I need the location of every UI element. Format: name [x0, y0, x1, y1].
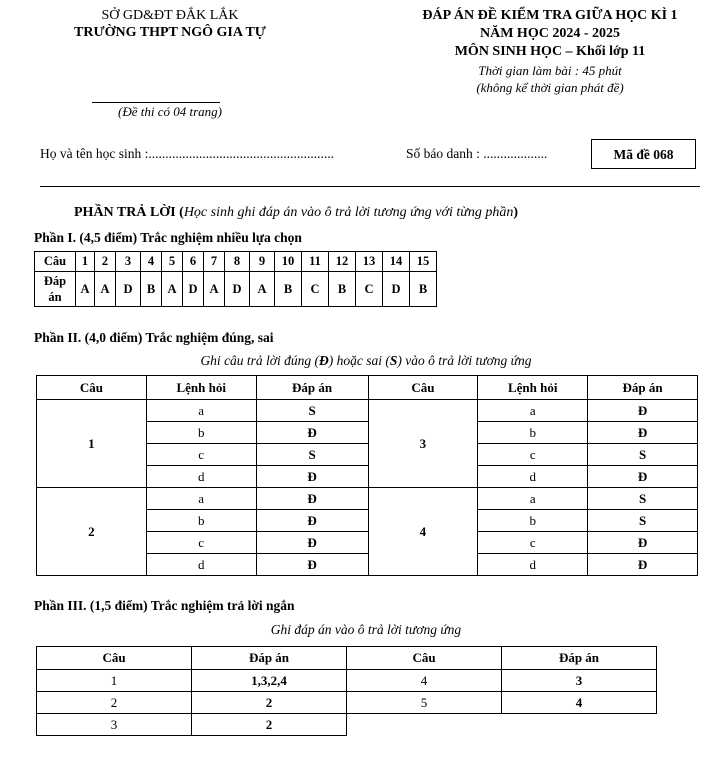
part2-column-header: Lệnh hỏi	[478, 376, 588, 400]
part2-statement-letter: c	[478, 532, 588, 554]
part3-question-number: 5	[347, 692, 502, 714]
part2-answer-cell: S	[588, 510, 698, 532]
part1-answer-cell: B	[141, 272, 162, 307]
part1-question-number: 12	[329, 252, 356, 272]
header-divider	[92, 102, 220, 103]
part2-answer-cell: Đ	[588, 466, 698, 488]
pages-note: (Đề thi có 04 trang)	[118, 104, 222, 119]
part2-answer-table	[36, 375, 698, 576]
part2-instruction	[34, 353, 698, 369]
part3-column-header: Câu	[37, 647, 192, 670]
part2-table-row	[37, 400, 698, 422]
part2-statement-letter: a	[478, 400, 588, 422]
part2-statement-letter: b	[146, 510, 256, 532]
part2-answer-cell: Đ	[588, 422, 698, 444]
part2-question-number: 2	[37, 488, 147, 576]
answer-label-line1: Đáp	[43, 274, 67, 288]
part1-answer-cell: C	[302, 272, 329, 307]
subject: MÔN SINH HỌC – Khối lớp 11	[454, 44, 646, 59]
part1-question-number: 13	[356, 252, 383, 272]
part2-answer-cell: Đ	[588, 400, 698, 422]
part2-note-prefix: Ghi câu trả lời đúng (	[200, 353, 320, 368]
part2-statement-letter: d	[146, 466, 256, 488]
part2-column-header: Đáp án	[588, 376, 698, 400]
part2-title: Phần II. (4,0 điểm) Trắc nghiệm đúng, sai	[34, 330, 274, 345]
part2-table-row	[37, 488, 698, 510]
school-name: TRƯỜNG THPT NGÔ GIA TỰ	[74, 25, 266, 40]
part1-answer-cell: A	[95, 272, 116, 307]
part2-answer-cell: Đ	[256, 554, 368, 576]
part2-note-suffix: ) vào ô trả lời tương ứng	[397, 353, 532, 368]
part2-column-header: Lệnh hỏi	[146, 376, 256, 400]
part3-title: Phần III. (1,5 điểm) Trắc nghiệm trả lời ngắn	[34, 598, 295, 613]
part3-question-number: 3	[37, 714, 192, 736]
part3-column-header: Đáp án	[192, 647, 347, 670]
part1-question-number: 14	[383, 252, 410, 272]
part3-empty-cell	[347, 714, 657, 736]
part1-answer-table	[34, 251, 437, 307]
horizontal-rule	[40, 186, 700, 187]
part2-statement-letter: c	[146, 444, 256, 466]
part2-answer-cell: Đ	[256, 510, 368, 532]
part3-answer-table	[36, 646, 657, 736]
part3-column-header: Đáp án	[502, 647, 657, 670]
school-year: NĂM HỌC 2024 - 2025	[480, 26, 620, 41]
part2-statement-letter: d	[478, 554, 588, 576]
part3-answer-cell: 4	[502, 692, 657, 714]
part1-question-number: 10	[275, 252, 302, 272]
part3-answer-cell: 3	[502, 670, 657, 692]
part2-note-true: Đ	[319, 353, 329, 368]
part3-table-row	[37, 692, 657, 714]
part2-answer-cell: Đ	[256, 488, 368, 510]
part1-answer-cell: D	[116, 272, 141, 307]
part1-answer-cell: A	[76, 272, 95, 307]
part1-question-number: 8	[225, 252, 250, 272]
part1-question-number: 2	[95, 252, 116, 272]
doc-title: ĐÁP ÁN ĐỀ KIỂM TRA GIỮA HỌC KÌ 1	[422, 8, 678, 23]
part2-statement-letter: d	[478, 466, 588, 488]
part1-question-number: 3	[116, 252, 141, 272]
part2-note-false: S	[389, 353, 398, 368]
part2-statement-letter: a	[478, 488, 588, 510]
part1-question-number: 6	[183, 252, 204, 272]
part2-column-header: Câu	[37, 376, 147, 400]
part1-question-number: 5	[162, 252, 183, 272]
part1-answer-cell: D	[225, 272, 250, 307]
part2-answer-cell: Đ	[588, 554, 698, 576]
part1-question-number: 1	[76, 252, 95, 272]
part2-statement-letter: b	[478, 422, 588, 444]
part1-answer-cell: A	[162, 272, 183, 307]
part1-question-number: 7	[204, 252, 225, 272]
part3-answer-cell: 1,3,2,4	[192, 670, 347, 692]
part2-statement-letter: b	[478, 510, 588, 532]
part2-answer-cell: Đ	[256, 532, 368, 554]
part3-question-number: 1	[37, 670, 192, 692]
part2-answer-cell: S	[588, 488, 698, 510]
exam-code-box: Mã đề 068	[591, 139, 696, 169]
part3-question-number: 4	[347, 670, 502, 692]
student-id-label: Số báo danh : ...................	[406, 146, 548, 161]
part1-question-number: 11	[302, 252, 329, 272]
part2-answer-cell: Đ	[256, 466, 368, 488]
part1-answer-cell: A	[250, 272, 275, 307]
part2-statement-letter: a	[146, 488, 256, 510]
answer-label-line2: án	[48, 290, 62, 304]
part2-answer-cell: S	[588, 444, 698, 466]
part1-answer-cell: B	[329, 272, 356, 307]
part1-answer-label	[35, 272, 76, 307]
part1-answer-cell: C	[356, 272, 383, 307]
part2-question-number: 4	[368, 488, 478, 576]
part1-row-label: Câu	[35, 252, 76, 272]
part3-instruction: Ghi đáp án vào ô trả lời tương ứng	[270, 622, 462, 637]
part1-answer-cell: A	[204, 272, 225, 307]
part3-table-row	[37, 670, 657, 692]
part1-answer-cell: B	[410, 272, 437, 307]
part3-table-row	[37, 714, 657, 736]
part2-note-mid: ) hoặc sai (	[328, 353, 390, 368]
part2-statement-letter: c	[146, 532, 256, 554]
part2-answer-cell: S	[256, 444, 368, 466]
part2-statement-letter: a	[146, 400, 256, 422]
part1-question-number: 9	[250, 252, 275, 272]
part2-question-number: 3	[368, 400, 478, 488]
student-name-label: Họ và tên học sinh :.......................................................	[40, 146, 334, 161]
part1-answer-cell: D	[383, 272, 410, 307]
answer-section-title	[74, 205, 518, 221]
part1-answer-cell: B	[275, 272, 302, 307]
part2-statement-letter: c	[478, 444, 588, 466]
part3-question-number: 2	[37, 692, 192, 714]
answer-section-title-bold: PHẦN TRẢ LỜI (	[74, 205, 184, 220]
answer-section-title-close: )	[513, 205, 519, 220]
dept-name: SỞ GD&ĐT ĐẮK LẮK	[101, 8, 239, 23]
part1-question-number: 4	[141, 252, 162, 272]
part2-column-header: Đáp án	[256, 376, 368, 400]
part3-answer-cell: 2	[192, 692, 347, 714]
answer-section-instruction: Học sinh ghi đáp án vào ô trả lời tương ứng với từng phần	[183, 205, 514, 220]
part1-title: Phần I. (4,5 điểm) Trắc nghiệm nhiều lựa chọn	[34, 230, 302, 245]
part1-question-number: 15	[410, 252, 437, 272]
part2-statement-letter: b	[146, 422, 256, 444]
part2-statement-letter: d	[146, 554, 256, 576]
part3-column-header: Câu	[347, 647, 502, 670]
part1-answer-cell: D	[183, 272, 204, 307]
part2-column-header: Câu	[368, 376, 478, 400]
part2-answer-cell: Đ	[588, 532, 698, 554]
part2-answer-cell: S	[256, 400, 368, 422]
duration: Thời gian làm bài : 45 phút	[478, 63, 622, 78]
part3-answer-cell: 2	[192, 714, 347, 736]
duration-note: (không kể thời gian phát đề)	[476, 80, 624, 95]
part2-answer-cell: Đ	[256, 422, 368, 444]
part2-question-number: 1	[37, 400, 147, 488]
